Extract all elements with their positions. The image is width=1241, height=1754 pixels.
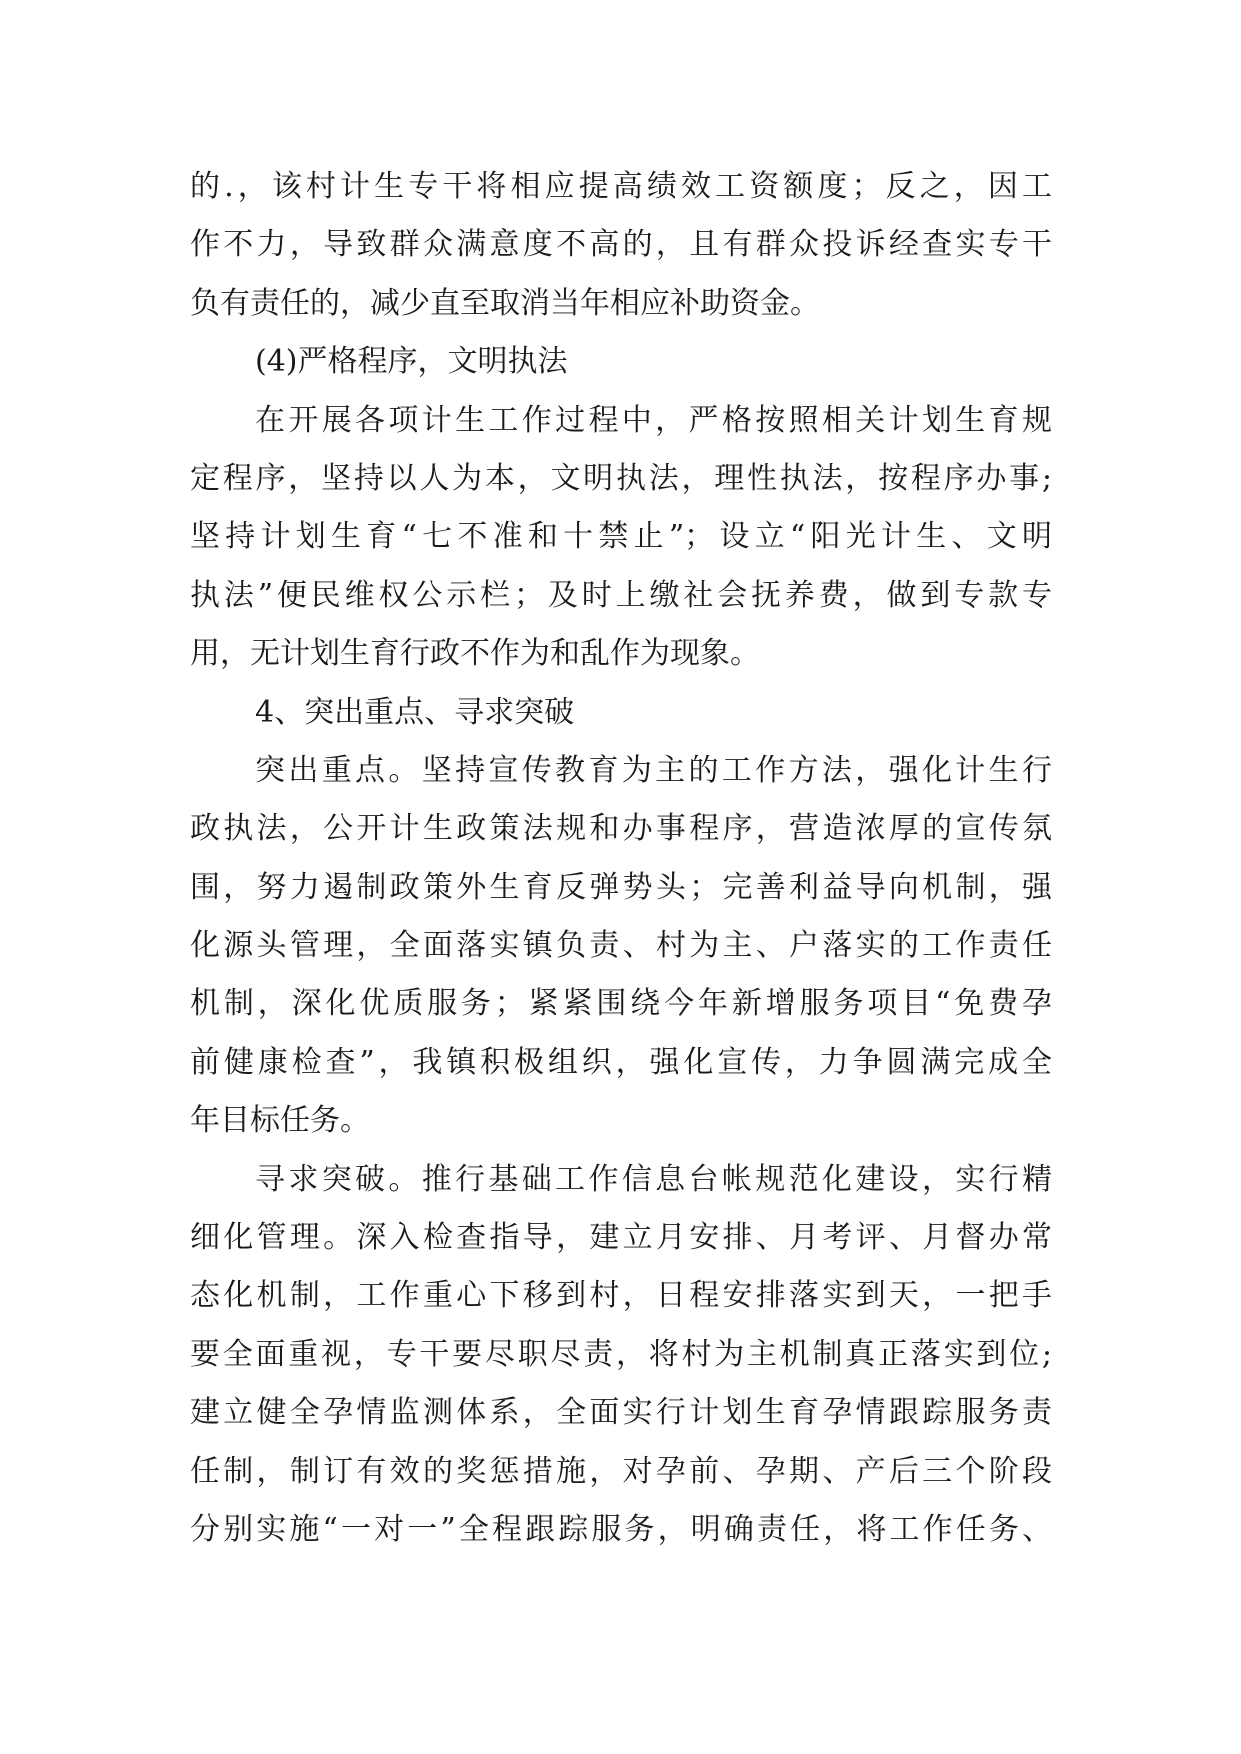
text-line: 负有责任的，减少直至取消当年相应补助资金。 (190, 285, 820, 321)
document-body (190, 158, 1052, 1559)
text-line: 用，无计划生育行政不作为和乱作为现象。 (190, 636, 760, 672)
text-line: 定程序，坚持以人为本，文明执法，理性执法，按程序办事; (190, 460, 1052, 496)
text-line: 执法”便民维权公示栏；及时上缴社会抚养费，做到专款专 (190, 577, 1052, 613)
text-line: 机制，深化优质服务；紧紧围绕今年新增服务项目“免费孕 (190, 986, 1052, 1022)
text-line: 年目标任务。 (190, 1103, 370, 1139)
text-line: (4)严格程序，文明执法 (255, 344, 568, 380)
text-line: 寻求突破。推行基础工作信息台帐规范化建设，实行精 (255, 1161, 1052, 1197)
text-line: 作不力，导致群众满意度不高的，且有群众投诉经查实专干 (190, 227, 1052, 263)
text-line: 突出重点。坚持宣传教育为主的工作方法，强化计生行 (255, 752, 1052, 788)
text-line: 化源头管理，全面落实镇负责、村为主、户落实的工作责任 (190, 928, 1052, 964)
text-line: 任制，制订有效的奖惩措施，对孕前、孕期、产后三个阶段 (190, 1453, 1052, 1489)
text-line: 要全面重视，专干要尽职尽责，将村为主机制真正落实到位; (190, 1336, 1052, 1372)
text-line: 在开展各项计生工作过程中，严格按照相关计划生育规 (255, 402, 1052, 438)
text-line: 4、突出重点、寻求突破 (255, 694, 575, 730)
text-line: 政执法，公开计生政策法规和办事程序，营造浓厚的宣传氛 (190, 811, 1052, 847)
text-line: 建立健全孕情监测体系，全面实行计划生育孕情跟踪服务责 (190, 1395, 1052, 1431)
text-line: 的.，该村计生专干将相应提高绩效工资额度；反之，因工 (190, 169, 1052, 204)
text-line: 坚持计划生育“七不准和十禁止”；设立“阳光计生、文明 (190, 519, 1052, 555)
text-line: 态化机制，工作重心下移到村，日程安排落实到天，一把手 (190, 1278, 1052, 1314)
text-line: 围，努力遏制政策外生育反弹势头；完善利益导向机制，强 (190, 869, 1052, 905)
text-line: 分别实施“一对一”全程跟踪服务，明确责任，将工作任务、 (190, 1511, 1052, 1547)
text-line: 细化管理。深入检查指导，建立月安排、月考评、月督办常 (190, 1220, 1052, 1256)
text-line: 前健康检查”，我镇积极组织，强化宣传，力争圆满完成全 (190, 1044, 1052, 1080)
